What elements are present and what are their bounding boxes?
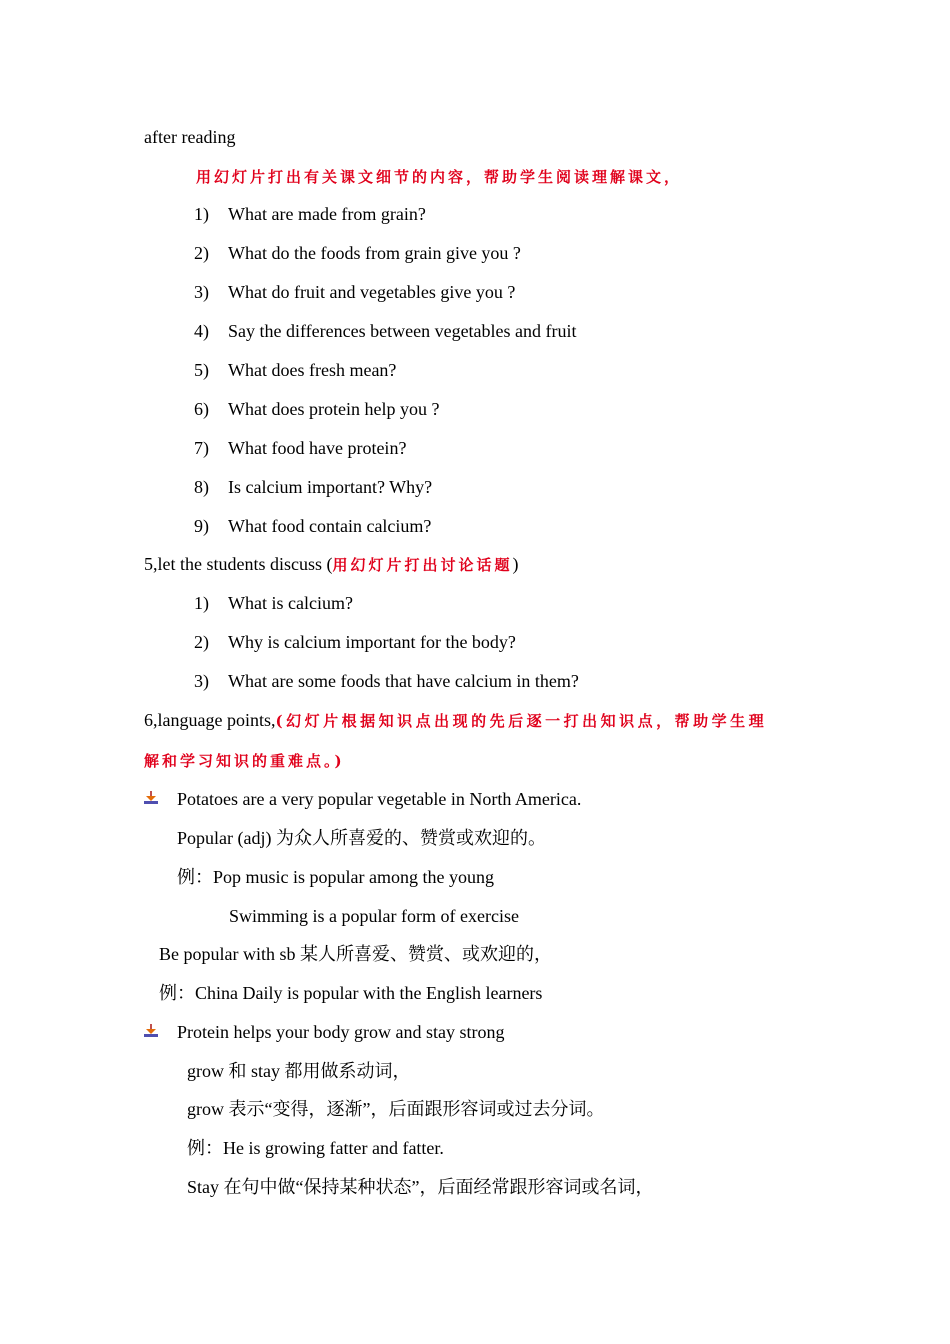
question-number: 7) (194, 438, 209, 458)
question-text: Why is calcium important for the body? (228, 632, 516, 652)
discuss-heading-suffix: ) (512, 554, 519, 574)
arrow-bullet-icon (144, 791, 158, 805)
point1-example-1: 例：Pop music is popular among the young (177, 867, 494, 887)
point2-line-1: grow 和 stay 都用做系动词， (187, 1061, 411, 1081)
question-text: What do fruit and vegetables give you ? (228, 282, 516, 302)
question-text: What are made from grain? (228, 204, 426, 224)
language-points-note-1: (幻灯片根据知识点出现的先后逐一打出知识点，帮助学生理 (275, 712, 768, 730)
question-number: 1) (194, 204, 209, 224)
language-points-prefix: 6,language points, (144, 710, 276, 730)
discuss-heading (144, 552, 519, 577)
question-number: 4) (194, 321, 209, 341)
after-reading-note: 用幻灯片打出有关课文细节的内容，帮助学生阅读理解课文， (196, 168, 683, 186)
question-number: 8) (194, 477, 209, 497)
question-text: Is calcium important? Why? (228, 477, 433, 497)
question-number: 6) (194, 399, 209, 419)
point1-example-2: Swimming is a popular form of exercise (229, 906, 519, 926)
point2-line-2: grow 表示“变得，逐渐”，后面跟形容词或过去分词。 (187, 1099, 605, 1119)
question-number: 2) (194, 632, 209, 652)
language-points-heading (144, 708, 767, 733)
point1-phrase: Be popular with sb 某人所喜爱、赞赏、或欢迎的， (159, 944, 552, 964)
question-text: What is calcium? (228, 593, 353, 613)
question-number: 9) (194, 516, 209, 536)
point1-example-3: 例：China Daily is popular with the English learners (159, 983, 543, 1003)
point2-title: Protein helps your body grow and stay strong (177, 1022, 505, 1042)
question-text: What does fresh mean? (228, 360, 397, 380)
point2-line-4: Stay 在句中做“保持某种状态”，后面经常跟形容词或名词， (187, 1177, 654, 1197)
question-text: Say the differences between vegetables and fruit (228, 321, 577, 341)
point1-title: Potatoes are a very popular vegetable in North America. (177, 789, 582, 809)
after-reading-heading: after reading (144, 127, 236, 147)
discuss-heading-note: 用幻灯片打出讨论话题 (332, 556, 513, 574)
language-points-note-2: 解和学习知识的重难点。) (144, 752, 345, 770)
question-text: What does protein help you ? (228, 399, 440, 419)
arrow-bullet-icon (144, 1024, 158, 1038)
question-number: 3) (194, 282, 209, 302)
question-text: What do the foods from grain give you ? (228, 243, 521, 263)
question-number: 2) (194, 243, 209, 263)
question-number: 3) (194, 671, 209, 691)
question-text: What food contain calcium? (228, 516, 432, 536)
question-text: What food have protein? (228, 438, 407, 458)
point1-definition: Popular (adj) 为众人所喜爱的、赞赏或欢迎的。 (177, 828, 546, 848)
question-number: 5) (194, 360, 209, 380)
question-number: 1) (194, 593, 209, 613)
discuss-heading-prefix: 5,let the students discuss ( (144, 554, 333, 574)
point2-line-3: 例：He is growing fatter and fatter. (187, 1138, 444, 1158)
question-text: What are some foods that have calcium in them? (228, 671, 579, 691)
